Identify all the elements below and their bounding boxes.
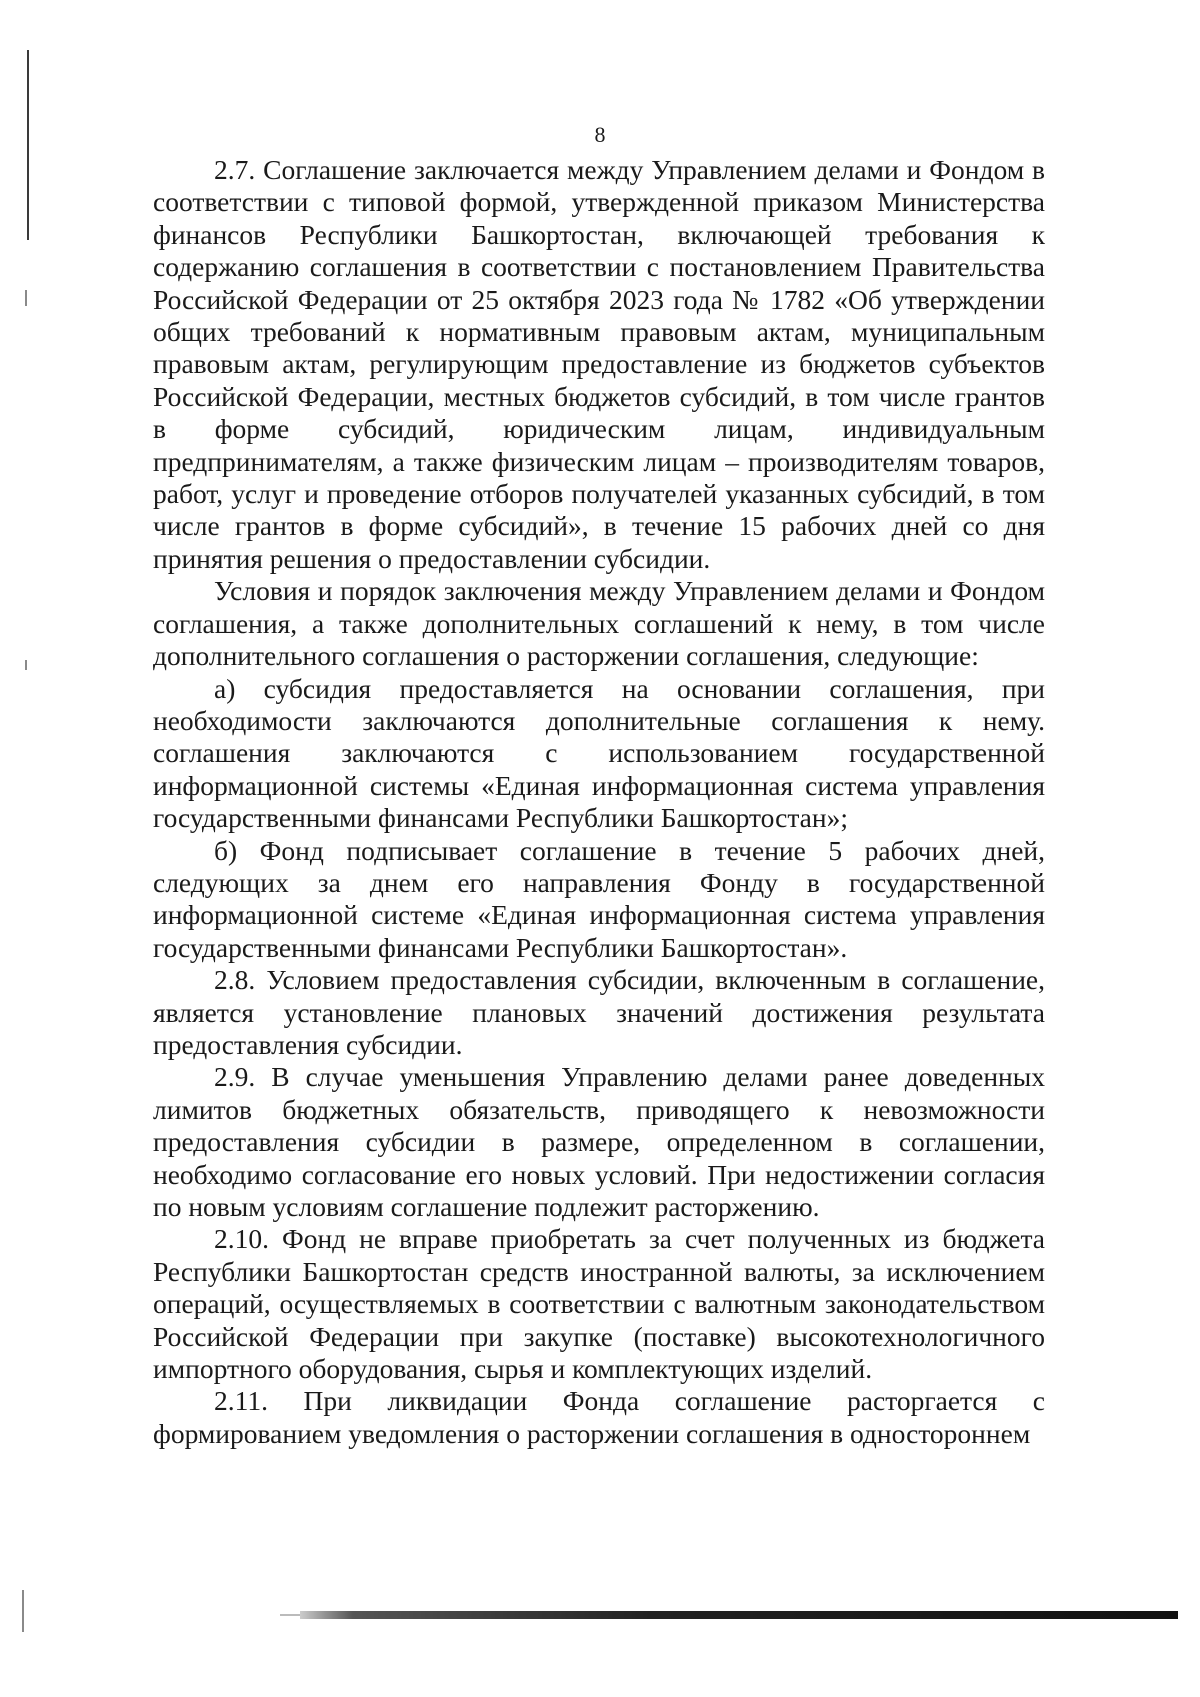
paragraph-2-7: 2.7. Соглашение заключается между Управлением делами и Фондом в соответствии с типовой формой, утвержденной приказом Министерства финансов Республики Башкортостан, включающей требования к содержанию соглашения в соответствии с постановлением Правительства Российской Федерации от 25 октября 2023 года № 1782 «Об утверждении общих требований к нормативным правовым актам, муниципальным правовым актам, регулирующим предоставление из бюджетов субъектов Российской Федерации, местных бюджетов субсидий, в том числе грантов в форме субсидий, юридическим лицам, индивидуальным предпринимателям, а также физическим лицам – производителям товаров, работ, услуг и проведение отборов получателей указанных субсидий, в том числе грантов в форме субсидий», в течение 15 рабочих дней со дня принятия решения о предоставлении субсидии. [153,154,1045,574]
paragraph-2-11: 2.11. При ликвидации Фонда соглашение расторгается с формированием уведомления о расторжении соглашения в одностороннем [153,1385,1045,1449]
scan-speck [25,660,27,670]
scan-speck [25,290,27,306]
scan-bottom-edge [300,1611,1178,1619]
page-number: 8 [594,122,606,147]
paragraph-2-8: 2.8. Условием предоставления субсидии, включенным в соглашение, является установление плановых значений достижения результата предоставления субсидии. [153,964,1045,1060]
paragraph-item-b: б) Фонд подписывает соглашение в течение 5 рабочих дней, следующих за днем его направления Фонду в государственной информационной системе «Единая информационная система управления государственными финансами Республики Башкортостан». [153,834,1045,963]
paragraph-item-a: а) субсидия предоставляется на основании соглашения, при необходимости заключаются дополнительные соглашения к нему. соглашения заключаются с использованием государственной информационной системы «Единая информационная система управления государственными финансами Республики Башкортостан»; [153,672,1045,834]
paragraph-conditions: Условия и порядок заключения между Управлением делами и Фондом соглашения, а также дополнительных соглашений к нему, в том числе дополнительного соглашения о расторжении соглашения, следующие: [153,575,1045,672]
document-body [153,154,1045,1450]
paragraph-2-10: 2.10. Фонд не вправе приобретать за счет полученных из бюджета Республики Башкортостан средств иностранной валюты, за исключением операций, осуществляемых в соответствии с валютным законодательством Российской Федерации при закупке (поставке) высокотехнологичного импортного оборудования, сырья и комплектующих изделий. [153,1223,1045,1385]
paragraph-2-9: 2.9. В случае уменьшения Управлению делами ранее доведенных лимитов бюджетных обязательств, приводящего к невозможности предоставления субсидии в размере, определенном в соглашении, необходимо согласование его новых условий. При недостижении согласия по новым условиям соглашение подлежит расторжению. [153,1061,1045,1222]
scan-speck [22,1590,24,1632]
